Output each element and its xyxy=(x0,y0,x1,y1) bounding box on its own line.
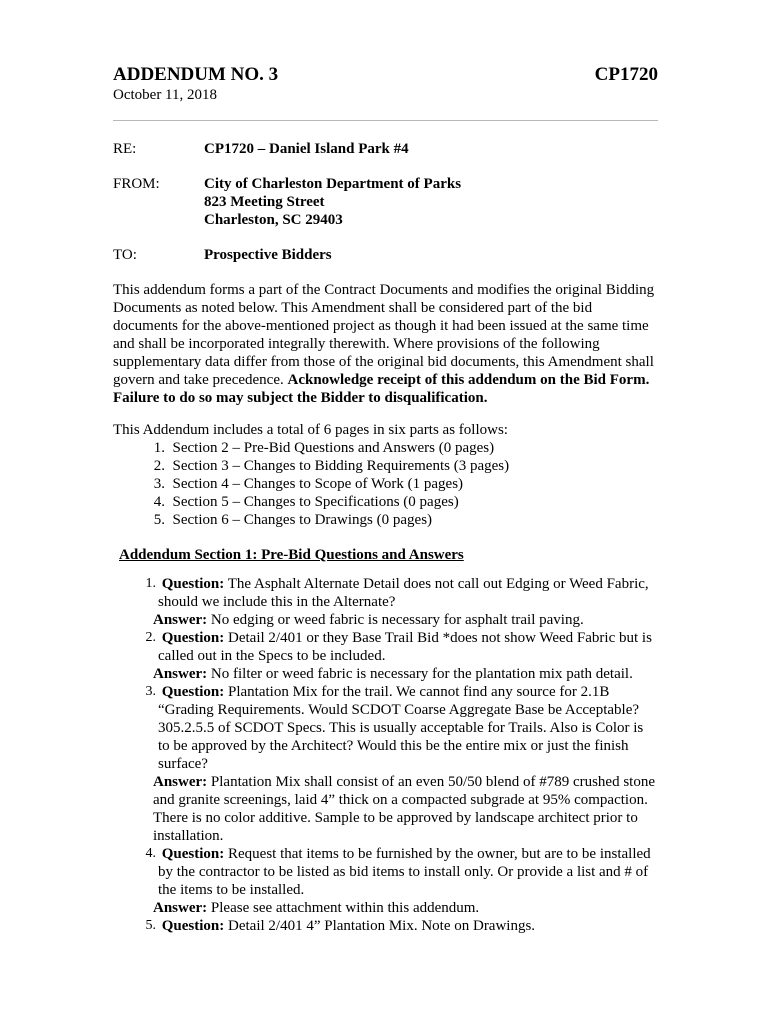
list-text: Section 2 – Pre-Bid Questions and Answers (0 pages) xyxy=(172,440,495,456)
qa-number: 1. xyxy=(145,576,156,591)
answer-label: Answer: xyxy=(153,612,208,628)
answer-label: Answer: xyxy=(153,666,208,682)
list-text: Section 3 – Changes to Bidding Requirements (3 pages) xyxy=(172,458,510,474)
question-text: Detail 2/401 4” Plantation Mix. Note on Drawings. xyxy=(228,918,536,934)
question-text: The Asphalt Alternate Detail does not call out Edging or Weed Fabric, should we include this in the Alternate? xyxy=(158,576,649,610)
answer-text: No filter or weed fabric is necessary for the plantation mix path detail. xyxy=(210,666,633,682)
to-value: Prospective Bidders xyxy=(204,247,332,263)
list-item xyxy=(113,475,658,493)
question-label: Question: xyxy=(161,684,225,700)
qa-list xyxy=(113,575,658,935)
re-row xyxy=(113,140,658,158)
qa-item xyxy=(113,845,658,917)
list-text: Section 6 – Changes to Drawings (0 pages) xyxy=(172,512,433,528)
qa-number: 3. xyxy=(145,684,156,699)
qa-item xyxy=(113,683,658,845)
question-label: Question: xyxy=(161,918,225,934)
summary-lead: This Addendum includes a total of 6 pages in six parts as follows: xyxy=(113,422,508,438)
question-label: Question: xyxy=(161,576,225,592)
re-value: CP1720 – Daniel Island Park #4 xyxy=(204,141,409,157)
question-label: Question: xyxy=(161,846,225,862)
qa-item xyxy=(113,629,658,683)
list-text: Section 5 – Changes to Specifications (0 pages) xyxy=(172,494,459,510)
from-line: Charleston, SC 29403 xyxy=(204,212,343,228)
answer-label: Answer: xyxy=(153,774,208,790)
list-number: 3. xyxy=(153,476,165,492)
qa-item xyxy=(113,917,658,935)
list-item xyxy=(113,457,658,475)
addendum-date: October 11, 2018 xyxy=(113,87,218,103)
to-label: TO: xyxy=(113,247,137,263)
intro-paragraph xyxy=(113,281,658,407)
addendum-title: ADDENDUM NO. 3 xyxy=(113,64,279,85)
intro-acknowledge-text: Acknowledge receipt of this addendum on the Bid Form. Failure to do so may subject the Bidder to disqualification. xyxy=(113,372,650,406)
addendum-summary xyxy=(113,421,658,529)
document-header xyxy=(113,64,658,86)
qa-number: 2. xyxy=(145,630,156,645)
summary-list xyxy=(113,439,658,529)
list-number: 4. xyxy=(153,494,165,510)
qa-item xyxy=(113,575,658,629)
from-row xyxy=(113,175,658,229)
list-item xyxy=(113,493,658,511)
from-line: 823 Meeting Street xyxy=(204,194,325,210)
list-text: Section 4 – Changes to Scope of Work (1 pages) xyxy=(172,476,464,492)
list-number: 1. xyxy=(153,440,165,456)
answer-label: Answer: xyxy=(153,900,208,916)
question-text: Detail 2/401 or they Base Trail Bid *does not show Weed Fabric but is called out in the Specs to be included. xyxy=(158,630,652,664)
qa-number: 4. xyxy=(145,846,156,861)
question-label: Question: xyxy=(161,630,225,646)
from-line: City of Charleston Department of Parks xyxy=(204,176,462,192)
to-row xyxy=(113,246,658,264)
header-divider xyxy=(113,120,658,121)
memo-fields xyxy=(113,140,658,281)
list-number: 2. xyxy=(153,458,165,474)
intro-text: This addendum forms a part of the Contract Documents and modifies the original Bidding Documents as noted below. This Amendment shall be considered part of the bid documents for the above-mentioned project as though it had been issued at the same time and shall be incorporated integrally therewith. Where provisions of the following supplementary data differ from those of the original bid documents, this Amendment shall govern and take precedence. xyxy=(113,282,655,388)
question-text: Request that items to be furnished by the owner, but are to be installed by the contractor to be listed as bid items to install only. Or provide a list and # of the items to be installed. xyxy=(158,846,651,898)
from-label: FROM: xyxy=(113,176,160,192)
answer-text: Plantation Mix shall consist of an even 50/50 blend of #789 crushed stone and granite screenings, laid 4” thick on a compacted subgrade at 95% compaction. There is no color additive. Sample to be approved by landscape architect prior to installation. xyxy=(153,774,656,844)
from-value xyxy=(204,175,461,229)
list-item xyxy=(113,439,658,457)
answer-text: Please see attachment within this addendum. xyxy=(210,900,480,916)
question-text: Plantation Mix for the trail. We cannot find any source for 2.1B “Grading Requirements. Would SCDOT Coarse Aggregate Base be Acceptable? 305.2.5.5 of SCDOT Specs. This is usually acceptable for Trails. Also is Color is to be approved by the Architect? Would this be the entire mix or just the finish surface? xyxy=(158,684,644,772)
qa-number: 5. xyxy=(145,918,156,933)
list-number: 5. xyxy=(153,512,165,528)
re-label: RE: xyxy=(113,141,137,157)
project-code: CP1720 xyxy=(594,64,658,85)
list-item xyxy=(113,511,658,529)
answer-text: No edging or weed fabric is necessary for asphalt trail paving. xyxy=(210,612,584,628)
section-heading: Addendum Section 1: Pre-Bid Questions and Answers xyxy=(119,547,464,563)
